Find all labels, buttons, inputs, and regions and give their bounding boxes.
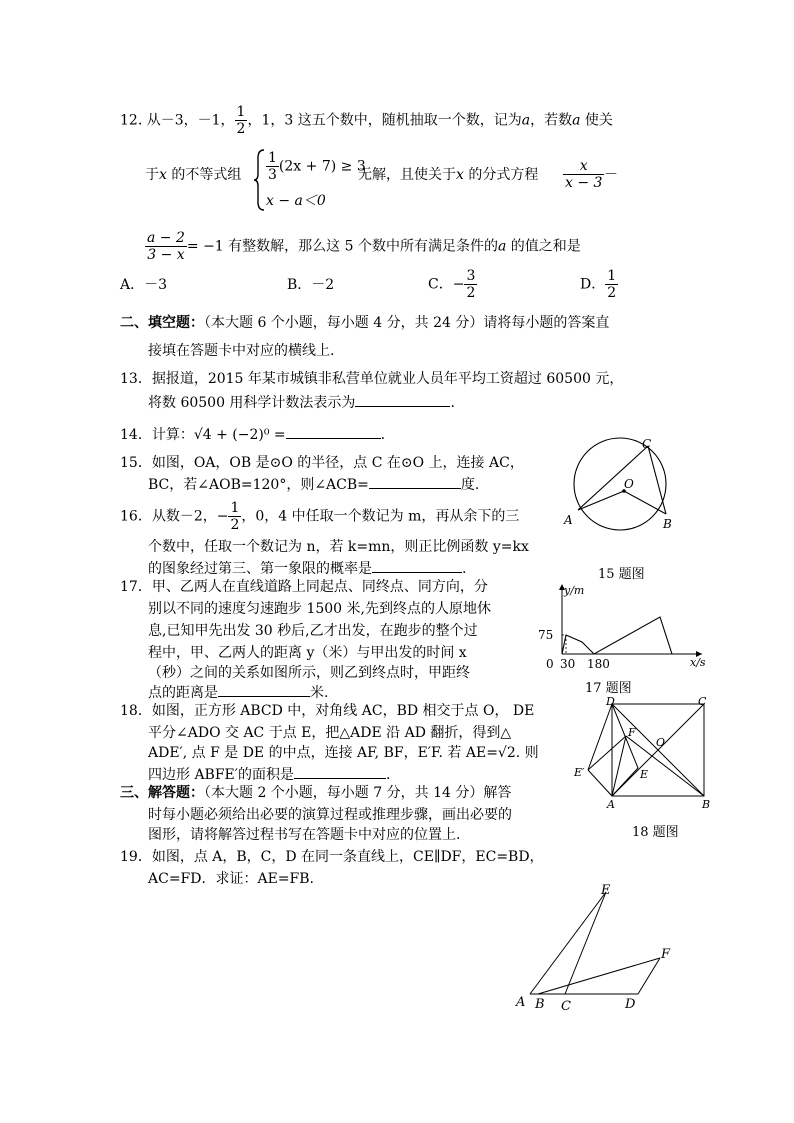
svg-text:F: F [628, 726, 636, 739]
label-c: C [642, 437, 652, 451]
q17-caption: 17 题图 [585, 681, 632, 696]
svg-text:C: C [561, 999, 571, 1014]
q12-option-b: B．－2 [287, 277, 335, 293]
q17-line5: （秒）之间的关系如图所示，则乙到终点时，甲距终 [148, 665, 470, 681]
q17-line4: 程中，甲、乙两人的距离 y（米）与甲出发的时间 x [148, 645, 467, 661]
q14: 14．计算：√4 + (−2)⁰ = . [120, 424, 385, 444]
q18-line1: 18．如图，正方形 ABCD 中，对角线 AC，BD 相交于点 O， DE [120, 703, 535, 719]
q18-caption: 18 题图 [632, 825, 679, 840]
q12-option-d: D． $\frac{1}{2}$ [580, 268, 617, 301]
svg-text:B: B [535, 997, 545, 1012]
q17-line2: 别以不同的速度匀速跑步 1500 米,先到终点的人原地休 [148, 601, 491, 617]
q15-line2: BC，若∠AOB=120°，则∠ACB= 度. [148, 474, 479, 494]
q12-option-a: A．－3 [120, 277, 168, 293]
q18-square-figure [570, 696, 716, 810]
svg-text:E: E [640, 768, 649, 781]
svg-text:E′: E′ [574, 766, 585, 779]
q17-graph [532, 582, 712, 672]
svg-text:D: D [625, 997, 636, 1012]
svg-text:x/s: x/s [690, 656, 706, 669]
minus-sign: － [604, 167, 618, 183]
svg-text:0: 0 [546, 657, 554, 671]
fraction-x-over-x-3: $\frac{x}{x - 3}$ [565, 158, 603, 191]
fraction-one-half: $\frac{1}{2}$ [236, 104, 246, 137]
q12-option-c: C．− $\frac{3}{2}$ [428, 268, 476, 301]
q16-line2: 个数中，任取一个数记为 n，若 k=mn，则正比例函数 y=kx [148, 539, 529, 555]
q13-line2: 将数 60500 用科学计数法表示为 . [148, 392, 455, 412]
svg-text:E: E [601, 883, 611, 898]
q13-line1: 13．据报道，2015 年某市城镇非私营单位就业人员年平均工资超过 60500 元， [120, 371, 624, 387]
label-o: O [624, 477, 634, 491]
svg-text:A: A [516, 995, 526, 1010]
svg-text:A: A [607, 798, 615, 810]
q12-line3: $\frac{a - 2}{3 - x}$ = −1 有整数解，那么这 5 个数中所有满足条件的a 的值之和是 [147, 230, 581, 263]
svg-text:D: D [606, 696, 615, 708]
q15-caption: 15 题图 [598, 567, 645, 582]
q16-line3: 的图象经过第三、第一象限的概率是 . [148, 558, 466, 578]
svg-text:O: O [656, 736, 666, 749]
section-3-desc3: 图形，请将解答过程书写在答题卡中对应的位置上. [148, 827, 461, 843]
q12-line2-rest: 无解，且使关于x 的分式方程 [358, 167, 539, 183]
q15-line1: 15．如图，OA，OB 是⊙O 的半径，点 C 在⊙O 上，连接 AC， [120, 455, 524, 471]
q12-line2: 于x 的不等式组 [145, 167, 242, 183]
svg-text:B: B [702, 798, 711, 810]
inequality-2: x − a＜0 [266, 193, 326, 209]
q19-line1: 19．如图，点 A，B，C，D 在同一条直线上，CE∥DF，EC=BD， [120, 849, 544, 865]
svg-text:75: 75 [538, 628, 554, 642]
label-b: B [663, 517, 672, 531]
label-a: A [564, 513, 573, 527]
inequality-brace [254, 148, 266, 212]
q16-line1: 16．从数－2，− $\frac{1}{2}$ ，0，4 中任取一个数记为 m，再从余下的三 [120, 500, 520, 533]
inequality-1: $\frac{1}{3}$ (2x + 7) ≥ 3 [268, 150, 366, 183]
section-3-desc2: 时每小题必须给出必要的演算过程或推理步骤，画出必要的 [148, 807, 512, 823]
q17-line3: 息,已知甲先出发 30 秒后,乙才出发，在跑步的整个过 [148, 623, 478, 639]
section-2-desc: 接填在答题卡中对应的横线上. [148, 343, 335, 359]
q17-line1: 17．甲、乙两人在直线道路上同起点、同终点、同方向，分 [120, 579, 488, 595]
svg-text:30: 30 [560, 657, 576, 671]
svg-text:180: 180 [587, 657, 610, 671]
q19-line2: AC=FD．求证：AE=FB. [148, 871, 315, 887]
q18-line3: ADE′, 点 F 是 DE 的中点，连接 AF, BF，E′F. 若 AE=√2. 则 [148, 745, 539, 761]
q15-circle-figure [560, 436, 680, 536]
section-2-heading: 二、填空题：（本大题 6 个小题，每小题 4 分，共 24 分）请将每小题的答案直 [120, 315, 610, 331]
section-3-heading: 三、解答题：（本大题 2 个小题，每小题 7 分，共 14 分）解答 [120, 785, 512, 801]
q18-line2: 平分∠ADO 交 AC 于点 E，把△ADE 沿 AD 翻折，得到△ [148, 725, 512, 741]
circle-o [574, 438, 666, 530]
q17-line6: 点的距离是 米. [148, 682, 328, 702]
q12-line1: 12. 从－3，－1， $\frac{1}{2}$ ，1，3 这五个数中，随机抽取一个数，记为a，若数a 使关 [120, 104, 613, 137]
svg-text:C: C [698, 696, 707, 708]
q19-figure [510, 880, 690, 1016]
q18-line4: 四边形 ABFE′的面积是 . [148, 764, 390, 784]
svg-text:F: F [661, 947, 671, 962]
svg-text:y/m: y/m [564, 584, 585, 597]
